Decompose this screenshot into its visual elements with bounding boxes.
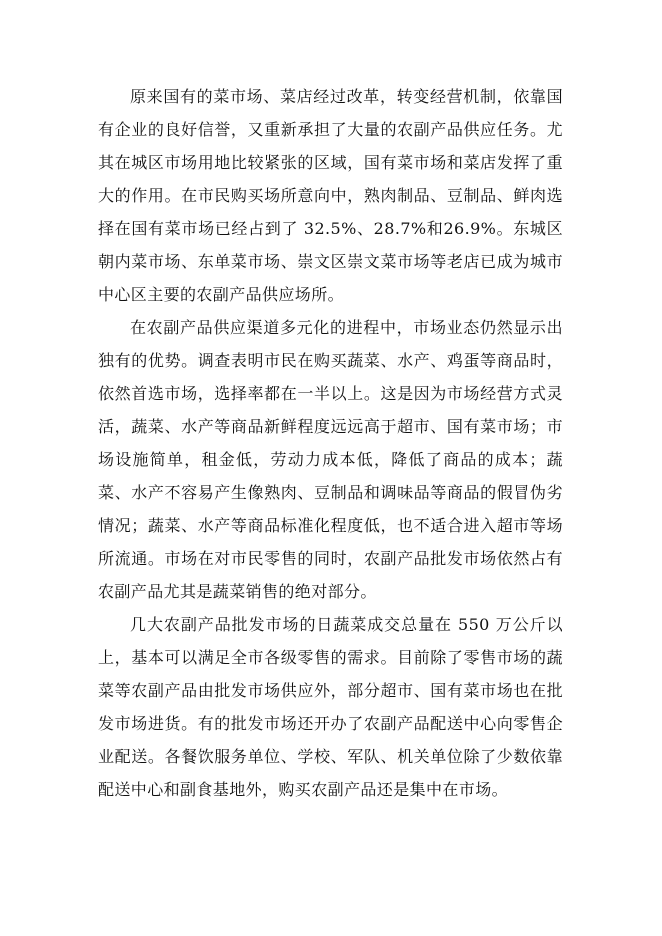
paragraph-wholesale-markets: 几大农副产品批发市场的日蔬菜成交总量在 550 万公斤以上，基本可以满足全市各级零售的需求。目前除了零售市场的蔬菜等农副产品由批发市场供应外，部分超市、国有菜市场也在批发市场进货。有的批发市场还开办了农副产品配送中心向零售企业配送。各餐饮服务单位、学校、军队、机关单位除了少数依靠配送中心和副食基地外，购买农副产品还是集中在市场。 [98,615,563,799]
paragraph-market-advantages: 在农副产品供应渠道多元化的进程中，市场业态仍然显示出独有的优势。调查表明市民在购买蔬菜、水产、鸡蛋等商品时，依然首选市场，选择率都在一半以上。这是因为市场经营方式灵活，蔬菜、水产等商品新鲜程度远远高于超市、国有菜市场；市场设施简单，租金低，劳动力成本低，降低了商品的成本；蔬菜、水产不容易产生像熟肉、豆制品和调味品等商品的假冒伪劣情况；蔬菜、水产等商品标准化程度低，也不适合进入超市等场所流通。市场在对市民零售的同时，农副产品批发市场依然占有农副产品尤其是蔬菜销售的绝对部分。 [98,318,563,601]
document-body [98,80,563,806]
paragraph-state-markets: 原来国有的菜市场、菜店经过改革，转变经营机制，依靠国有企业的良好信誉，又重新承担了大量的农副产品供应任务。尤其在城区市场用地比较紧张的区域，国有菜市场和菜店发挥了重大的作用。在市民购买场所意向中，熟肉制品、豆制品、鲜肉选择在国有菜市场已经占到了 32.5%、28.7%和26.9%。东城区朝内菜市场、东单菜市场、崇文区崇文菜市场等老店已成为城市中心区主要的农副产品供应场所。 [98,87,563,304]
